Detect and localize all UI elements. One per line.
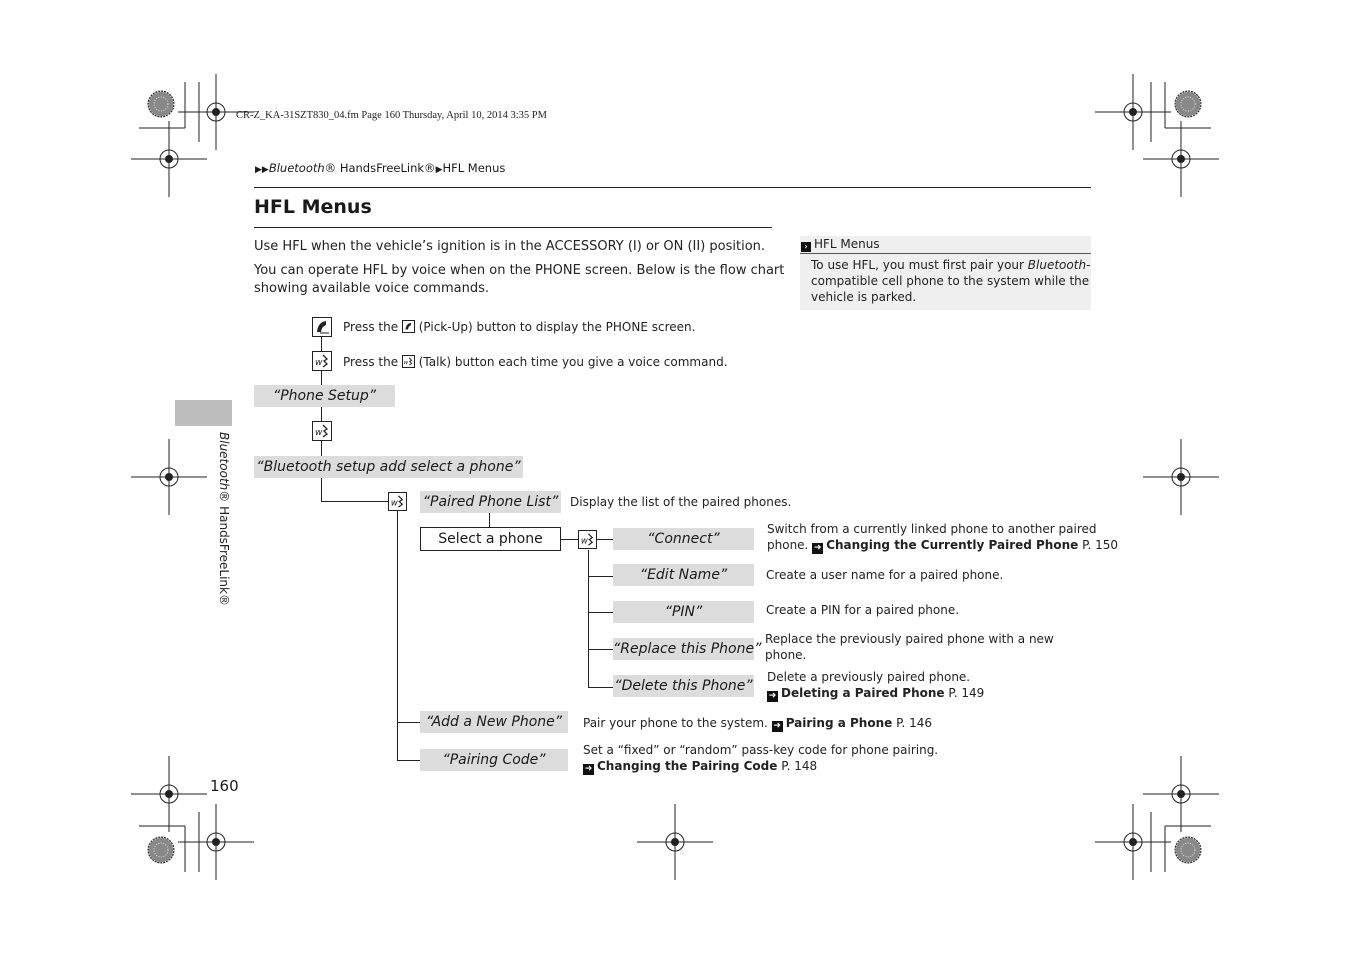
side-section-label [217, 432, 231, 606]
command-paired-phone-list: “Paired Phone List” [420, 491, 561, 513]
flow-line [561, 539, 578, 540]
command-add-new-phone: “Add a New Phone” [420, 711, 568, 733]
svg-text:w: w [580, 536, 588, 547]
link-pairing-a-phone[interactable]: Pairing a Phone [785, 716, 893, 730]
intro-paragraph-1: Use HFL when the vehicle’s ignition is in the ACCESSORY (I) or ON (II) position. [254, 239, 766, 254]
flow-line [489, 513, 490, 527]
desc-replace-phone [765, 631, 1054, 663]
desc-replace-line2: phone. [765, 648, 807, 662]
flow-line [397, 511, 398, 761]
sidebar-note-text-italic: Bluetooth [1027, 258, 1087, 272]
desc-connect-page: P. 150 [1078, 538, 1118, 552]
desc-pairing-code-page: P. 148 [777, 759, 818, 773]
desc-pin: Create a PIN for a paired phone. [766, 603, 960, 617]
desc-delete-phone [767, 669, 984, 702]
talk-icon [402, 355, 415, 368]
step-talk-text: (Talk) button each time you give a voice command. [414, 355, 728, 369]
side-section-label-rest: ® HandsFreeLink® [217, 490, 231, 606]
flow-line [321, 501, 388, 502]
command-pin: “PIN” [613, 601, 754, 623]
flow-line [588, 649, 613, 650]
breadcrumb-arrow-icon: ▶ [435, 165, 443, 175]
intro-paragraph-2-line1: You can operate HFL by voice when on the PHONE screen. Below is the flow chart [254, 263, 785, 278]
desc-pairing-code [583, 742, 938, 775]
svg-text:w: w [403, 359, 409, 366]
command-bluetooth-setup: “Bluetooth setup add select a phone” [254, 456, 523, 478]
link-changing-paired-phone[interactable]: Changing the Currently Paired Phone [826, 538, 1079, 552]
sidebar-note-title: HFL Menus [814, 237, 880, 251]
flow-line [321, 478, 322, 501]
talk-icon [578, 530, 597, 549]
step-pickup-text: Press the [343, 320, 402, 334]
desc-add-new-phone [583, 715, 932, 732]
sidebar-note-text: compatible cell phone to the system while the [811, 274, 1090, 288]
desc-edit-name: Create a user name for a paired phone. [766, 568, 1004, 582]
command-pairing-code: “Pairing Code” [420, 749, 568, 771]
svg-text:w: w [315, 428, 323, 438]
sidebar-note [800, 236, 1091, 310]
command-phone-setup: “Phone Setup” [254, 385, 395, 407]
reference-arrow-icon: ➜ [813, 543, 822, 553]
flow-line [397, 760, 420, 761]
file-info-header: CR-Z_KA-31SZT830_04.fm Page 160 Thursday, April 10, 2014 3:35 PM [236, 110, 547, 121]
desc-paired-phone-list: Display the list of the paired phones. [570, 495, 792, 509]
breadcrumb [255, 161, 505, 175]
flow-line [321, 337, 322, 351]
reference-arrow-icon: ➜ [584, 764, 593, 774]
talk-icon [388, 492, 407, 511]
section-tab [175, 400, 232, 426]
sidebar-note-text: vehicle is parked. [811, 290, 917, 304]
desc-delete-page: P. 149 [944, 686, 985, 700]
pickup-icon [312, 317, 332, 337]
step-pickup [343, 319, 695, 335]
select-a-phone-box: Select a phone [420, 527, 561, 551]
command-edit-name: “Edit Name” [613, 564, 754, 586]
desc-delete-line1: Delete a previously paired phone. [767, 670, 971, 684]
page-number: 160 [210, 777, 239, 795]
flow-line [321, 406, 322, 421]
intro-paragraph-2-line2: showing available voice commands. [254, 281, 489, 296]
desc-replace-line1: Replace the previously paired phone with a new [765, 632, 1054, 646]
command-replace-phone: “Replace this Phone” [613, 638, 754, 660]
link-deleting-paired-phone[interactable]: Deleting a Paired Phone [781, 686, 945, 700]
svg-text:w: w [390, 498, 398, 509]
flow-line [588, 687, 613, 688]
talk-icon [312, 351, 332, 371]
step-talk [343, 354, 728, 370]
desc-add-new-page: P. 146 [892, 716, 932, 730]
reference-arrow-icon: › [801, 242, 811, 252]
flow-line [397, 722, 420, 723]
desc-connect-line1: Switch from a currently linked phone to another paired [767, 522, 1097, 536]
desc-add-new-text: Pair your phone to the system. [583, 716, 772, 730]
page-title: HFL Menus [254, 196, 372, 218]
link-changing-pairing-code[interactable]: Changing the Pairing Code [597, 759, 778, 773]
desc-connect [767, 521, 1118, 554]
flow-line [597, 539, 613, 540]
step-talk-text: Press the [343, 355, 402, 369]
sidebar-note-text: - [1086, 258, 1091, 272]
intro-paragraph-2 [254, 262, 784, 298]
flow-line [588, 576, 613, 577]
flow-line [588, 612, 613, 613]
header-rule [254, 187, 1091, 188]
command-connect: “Connect” [613, 528, 754, 550]
flow-line [321, 441, 322, 456]
breadcrumb-part2[interactable]: HFL Menus [442, 161, 506, 175]
talk-icon [312, 421, 332, 441]
command-delete-phone: “Delete this Phone” [613, 675, 754, 697]
sidebar-note-header [800, 236, 1091, 254]
step-pickup-text: (Pick-Up) button to display the PHONE screen. [414, 320, 696, 334]
flow-line [321, 371, 322, 385]
title-rule [254, 227, 772, 228]
desc-pairing-code-line1: Set a “fixed” or “random” pass-key code for phone pairing. [583, 743, 939, 757]
pickup-icon [402, 320, 415, 333]
sidebar-note-text: To use HFL, you must first pair your [811, 258, 1028, 272]
flow-line [588, 550, 589, 687]
desc-connect-text: phone. [767, 538, 813, 552]
breadcrumb-part1-suffix[interactable]: ® HandsFreeLink® [324, 161, 436, 175]
breadcrumb-part1[interactable]: Bluetooth [268, 161, 325, 175]
side-section-label-italic: Bluetooth [217, 432, 231, 491]
reference-arrow-icon: ➜ [773, 721, 781, 731]
sidebar-note-body [811, 257, 1090, 305]
breadcrumb-arrow-icon: ▶▶ [255, 165, 269, 175]
reference-arrow-icon: ➜ [768, 691, 777, 701]
svg-text:w: w [315, 358, 323, 368]
